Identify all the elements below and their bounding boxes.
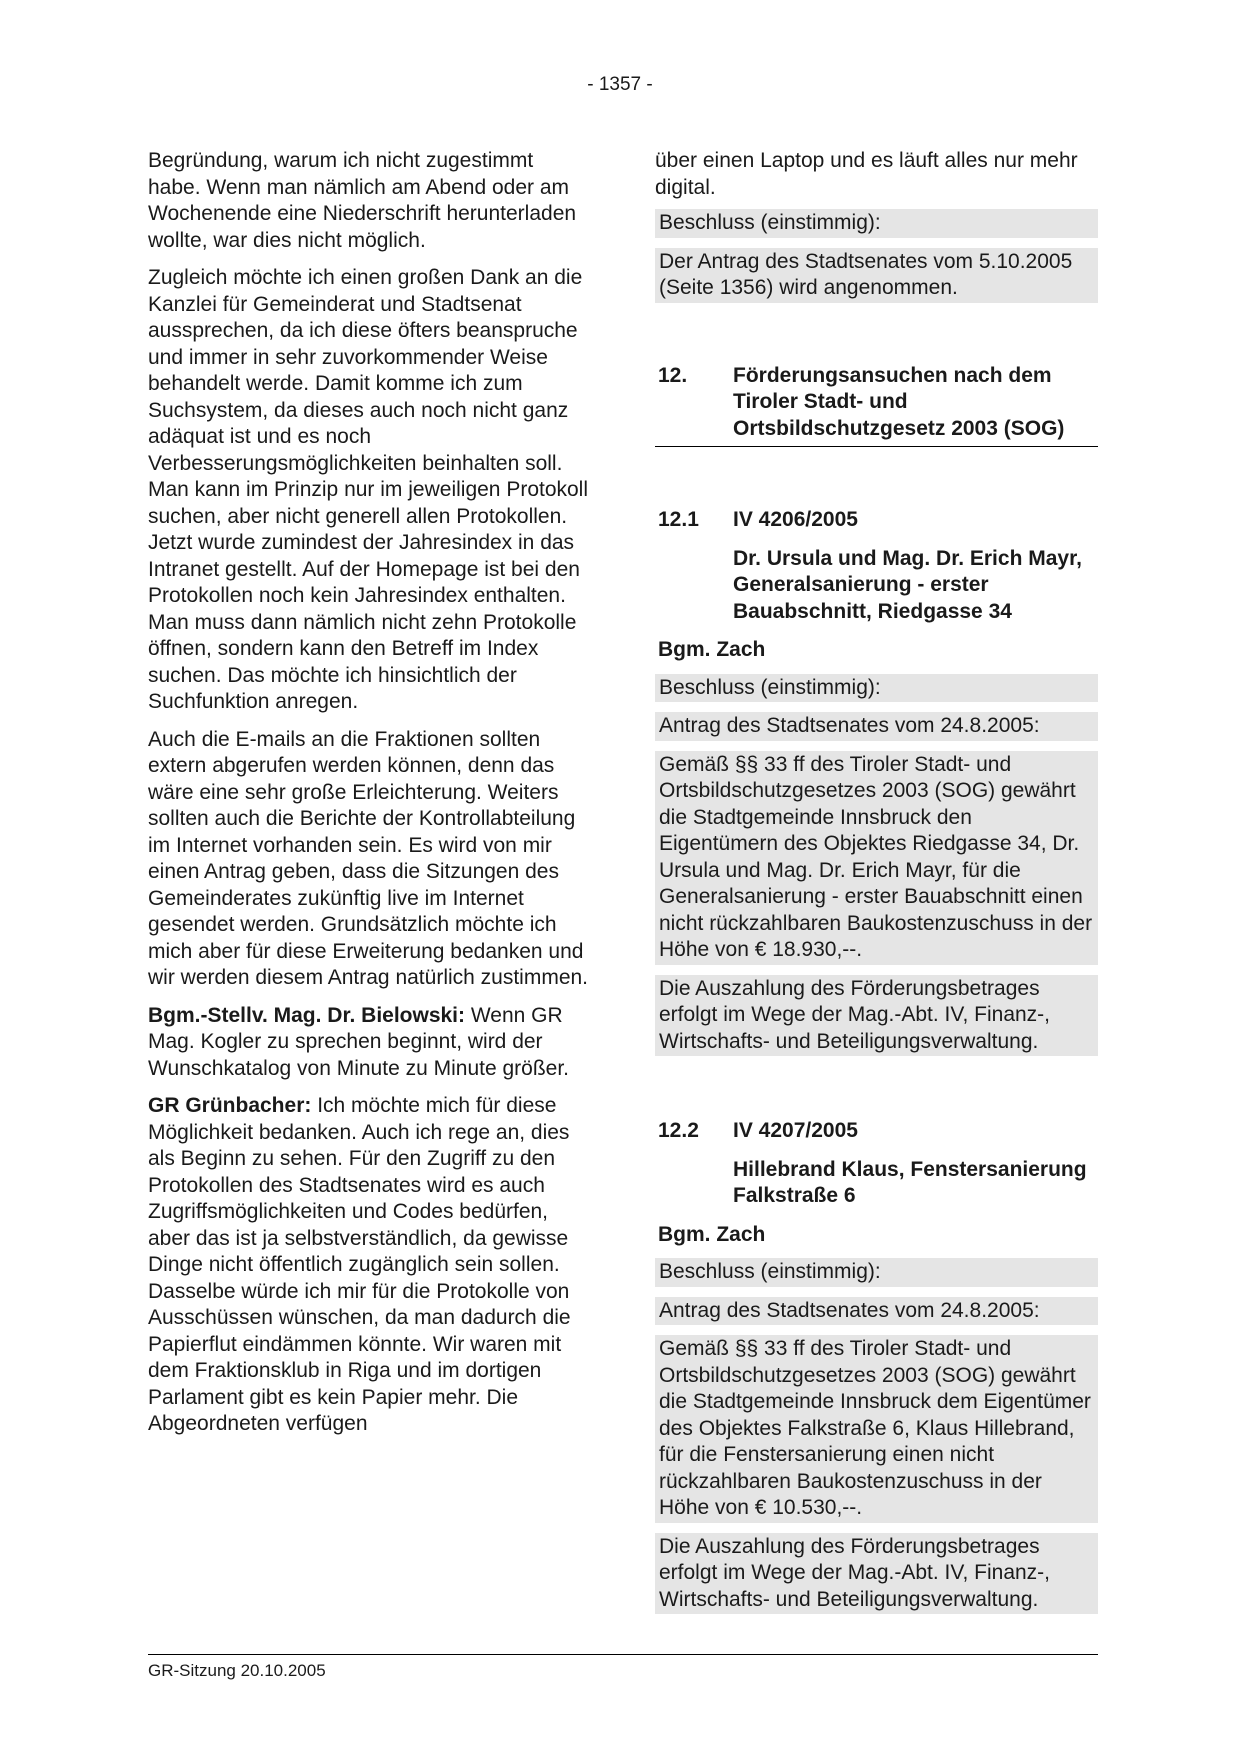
paragraph-3: Auch die E-mails an die Fraktionen sollten extern abgerufen werden können, denn das wäre eine sehr große Erleichterung. Weiters sollten auch die Berichte der Kontrollabteilung im Internet vorhanden sein. Es wird von mir einen Antrag geben, dass die Sitzungen des Gemeinderates zukünftig live im Internet gesendet werden. Grundsätzlich möchte ich mich aber für diese Erweiterung bedanken und wir werden diesem Antrag natürlich zustimmen.	[148, 727, 589, 989]
section-12-title: Förderungsansuchen nach dem Tiroler Stadt- und Ortsbildschutzgesetz 2003 (SOG)	[733, 363, 1065, 440]
paragraph-2: Zugleich möchte ich einen großen Dank an die Kanzlei für Gemeinderat und Stadtsenat aussprechen, da ich diese öfters beanspruche und immer in sehr zuvorkommender Weise behandelt werde. Damit komme ich zum Suchsystem, da dieses auch noch nicht ganz adäquat ist und es noch Verbesserungsmöglichkeiten beinhalten soll. Man kann im Prinzip nur im jeweiligen Protokoll suchen, aber nicht generell allen Protokollen. Jetzt wurde zumindest der Jahresindex in das Intranet gestellt. Auf der Homepage ist bei den Protokollen noch kein Jahresindex enthalten. Man muss dann nämlich nicht zehn Protokolle öffnen, sondern kann den Betreff im Index suchen. Das möchte ich hinsichtlich der Suchfunktion anregen.	[148, 266, 589, 713]
continued-text: über einen Laptop und es läuft alles nur mehr digital.	[655, 149, 1078, 199]
item-12-1-heading	[655, 507, 1098, 534]
page-number: - 1357 -	[587, 74, 653, 95]
speaker-gruenbacher: GR Grünbacher:	[148, 1094, 312, 1117]
item-12-2	[655, 1118, 1098, 1614]
footer-divider	[148, 1654, 1098, 1655]
item-12-1-number: 12.1	[658, 508, 699, 531]
item-12-1-antrag: Antrag des Stadtsenates vom 24.8.2005:	[655, 712, 1098, 741]
section-12-number: 12.	[658, 363, 688, 387]
item-12-1	[655, 507, 1098, 1056]
item-12-2-text-1: Gemäß §§ 33 ff des Tiroler Stadt- und Ortsbildschutzgesetzes 2003 (SOG) gewährt die Stadtgemeinde Innsbruck dem Eigentümer des Objektes Falkstraße 6, Klaus Hillebrand, für die Fenstersanierung einen nicht rückzahlbaren Baukostenzuschuss in der Höhe von € 10.530,--.	[655, 1335, 1098, 1523]
item-12-2-text-2: Die Auszahlung des Förderungsbetrages erfolgt im Wege der Mag.-Abt. IV, Finanz-, Wirtschafts- und Beteiligungsverwaltung.	[655, 1533, 1098, 1615]
paragraph-5	[148, 1093, 588, 1438]
item-12-2-speaker: Bgm. Zach	[658, 1222, 766, 1246]
beschluss-label-1: Beschluss (einstimmig):	[655, 209, 1098, 238]
section-12-heading	[655, 363, 1098, 448]
paragraph-4-text: Wenn GR Mag. Kogler zu sprechen beginnt, wird der Wunschkatalog von Minute zu Minute größer.	[148, 1003, 569, 1080]
item-12-1-text-2: Die Auszahlung des Förderungsbetrages erfolgt im Wege der Mag.-Abt. IV, Finanz-, Wirtschafts- und Beteiligungsverwaltung.	[655, 975, 1098, 1057]
item-12-1-title: Dr. Ursula und Mag. Dr. Erich Mayr, Generalsanierung - erster Bauabschnitt, Riedgasse 34	[733, 546, 1082, 623]
item-12-2-number: 12.2	[658, 1119, 699, 1142]
right-column	[655, 148, 1098, 1614]
paragraph-4	[148, 1003, 588, 1083]
footer-session-date: GR-Sitzung 20.10.2005	[148, 1661, 326, 1680]
item-12-2-title: Hillebrand Klaus, Fenstersanierung Falkstraße 6	[733, 1157, 1087, 1207]
paragraph-5-text: Ich möchte mich für diese Möglichkeit bedanken. Auch ich rege an, dies als Beginn zu sehen. Für den Zugriff zu den Protokollen des Stadtsenates wird es auch Zugriffsmöglichkeiten und Codes bedürfen, aber das ist ja selbstverständlich, da gewisse Dinge nicht öffentlich zugänglich sein sollen. Dasselbe würde ich mir für die Protokolle von Ausschüssen wünschen, da man dadurch die Papierflut eindämmen könnte. Wir waren mit dem Fraktionsklub in Riga und im dortigen Parlament gibt es kein Papier mehr. Die Abgeordneten verfügen	[148, 1094, 571, 1435]
antrag-text-1: Der Antrag des Stadtsenates vom 5.10.2005 (Seite 1356) wird angenommen.	[655, 248, 1098, 303]
paragraph-1: Begründung, warum ich nicht zugestimmt habe. Wenn man nämlich am Abend oder am Wochenende eine Niederschrift herunterladen wollte, war dies nicht möglich.	[148, 149, 577, 252]
left-column	[148, 148, 588, 1449]
speaker-bielowski: Bgm.-Stellv. Mag. Dr. Bielowski:	[148, 1003, 466, 1027]
item-12-2-heading	[655, 1118, 1098, 1145]
item-12-2-antrag: Antrag des Stadtsenates vom 24.8.2005:	[655, 1297, 1098, 1326]
item-12-1-ref: IV 4206/2005	[733, 508, 858, 531]
item-12-1-text-1: Gemäß §§ 33 ff des Tiroler Stadt- und Ortsbildschutzgesetzes 2003 (SOG) gewährt die Stadtgemeinde Innsbruck den Eigentümern des Objektes Riedgasse 34, Dr. Ursula und Mag. Dr. Erich Mayr, für die Generalsanierung - erster Bauabschnitt einen nicht rückzahlbaren Baukostenzuschuss in der Höhe von € 18.930,--.	[655, 751, 1098, 965]
item-12-1-beschluss: Beschluss (einstimmig):	[655, 674, 1098, 703]
item-12-1-speaker: Bgm. Zach	[658, 638, 766, 661]
item-12-2-beschluss: Beschluss (einstimmig):	[655, 1258, 1098, 1287]
item-12-2-ref: IV 4207/2005	[733, 1119, 858, 1142]
